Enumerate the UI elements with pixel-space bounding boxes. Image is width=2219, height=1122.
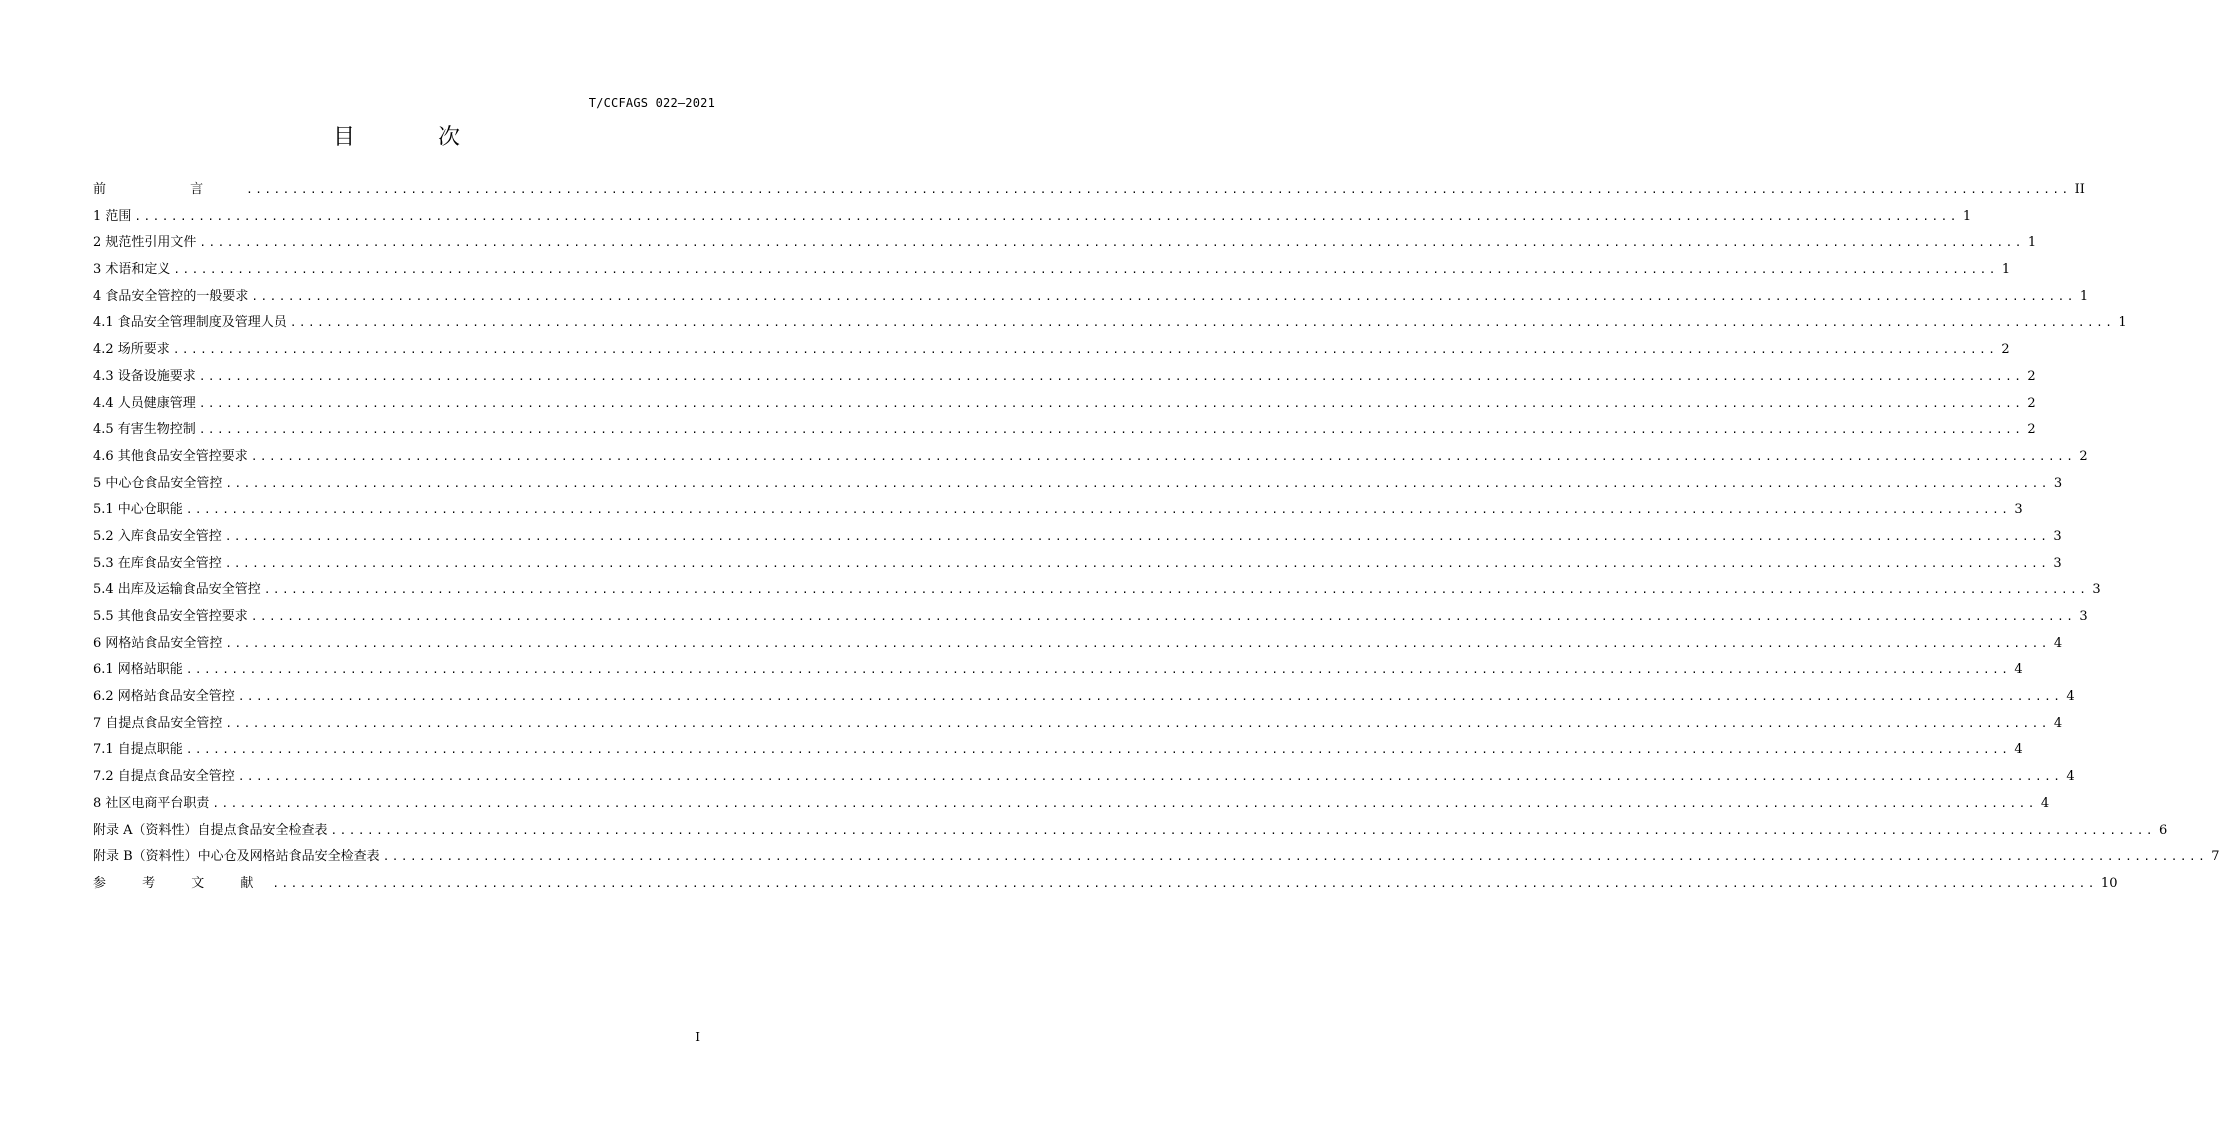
toc-entry-page: 2 — [2027, 395, 2036, 411]
toc-entry-label: 4.4 人员健康管理 — [93, 395, 196, 411]
toc-entry[interactable] — [93, 230, 2037, 257]
toc-entry-page: 4 — [2053, 635, 2063, 651]
toc-entry-bibliography[interactable] — [93, 871, 2118, 898]
toc-entry[interactable] — [93, 684, 2075, 711]
toc-entry[interactable] — [93, 391, 2036, 418]
toc-leader-dots: ........................................................................................................................................................................................................ — [225, 716, 2050, 730]
toc-entry-page: 4 — [2066, 769, 2075, 785]
toc-entry-foreword[interactable] — [93, 177, 2085, 204]
toc-leader-dots: ........................................................................................................................................................................................................ — [224, 529, 2050, 543]
table-of-contents — [93, 177, 2219, 898]
toc-entry-label: 5.3 在库食品安全管控 — [93, 555, 222, 571]
toc-entry-label: 附录 B（资料性）中心仓及网格站食品安全检查表 — [93, 849, 380, 865]
toc-leader-dots: ........................................................................................................................................................................................................ — [382, 850, 2208, 864]
toc-leader-dots: ........................................................................................................................................................................................................ — [185, 503, 2011, 517]
toc-entry-label: 5 中心仓食品安全管控 — [93, 475, 223, 491]
toc-leader-dots: ........................................................................................................................................................................................................ — [289, 316, 2115, 330]
toc-entry[interactable] — [93, 577, 2101, 604]
toc-leader-dots: ........................................................................................................................................................................................................ — [250, 610, 2076, 623]
toc-entry-label: 5.1 中心仓职能 — [93, 502, 183, 518]
toc-entry-label: 6.1 网格站职能 — [93, 662, 183, 678]
toc-entry[interactable] — [93, 764, 2075, 791]
toc-entry-page: 3 — [2053, 555, 2062, 571]
toc-entry-page: 3 — [2079, 609, 2088, 624]
toc-entry-page: 4 — [2066, 689, 2075, 705]
toc-leader-dots: ........................................................................................................................................................................................................ — [212, 796, 2037, 810]
toc-entry-label: 4.1 食品安全管理制度及管理人员 — [93, 315, 287, 331]
toc-entry-page: 2 — [2079, 448, 2088, 464]
toc-entry-label: 5.4 出库及运输食品安全管控 — [93, 582, 261, 598]
toc-entry-page: 3 — [2092, 582, 2101, 598]
toc-entry-label: 附录 A（资料性）自提点食品安全检查表 — [93, 822, 328, 838]
toc-entry-label: 5.2 入库食品安全管控 — [93, 528, 222, 544]
toc-leader-dots: ........................................................................................................................................................................................................ — [198, 369, 2024, 383]
toc-leader-dots: ........................................................................................................................................................................................................ — [199, 236, 2024, 250]
toc-entry-page: 2 — [2001, 342, 2010, 358]
toc-leader-dots: ........................................................................................................................................................................................................ — [225, 476, 2050, 490]
toc-entry[interactable] — [93, 657, 2023, 684]
toc-entry-page: 1 — [2001, 262, 2011, 278]
toc-entry-label: 前 言 — [93, 182, 244, 197]
toc-entry-label: 6.2 网格站食品安全管控 — [93, 689, 235, 705]
toc-entry[interactable] — [93, 497, 2023, 524]
toc-title: 目 次 — [333, 125, 498, 150]
toc-entry[interactable] — [93, 524, 2062, 551]
toc-entry-label: 4.6 其他食品安全管控要求 — [93, 448, 248, 464]
toc-leader-dots: ........................................................................................................................................................................................................ — [250, 449, 2076, 463]
toc-entry-page: 1 — [1962, 208, 1972, 224]
toc-entry-page: 1 — [2027, 235, 2037, 251]
toc-entry-page: 2 — [2027, 422, 2036, 438]
toc-entry-page: 1 — [2079, 288, 2089, 304]
toc-entry-label: 4.5 有害生物控制 — [93, 422, 196, 438]
toc-leader-dots: ........................................................................................................................................................................................................ — [185, 743, 2011, 757]
toc-entry[interactable] — [93, 737, 2023, 764]
toc-entry-label: 6 网格站食品安全管控 — [93, 635, 223, 651]
toc-entry-page: 4 — [2014, 742, 2023, 758]
toc-entry-page: 2 — [2027, 368, 2036, 384]
toc-entry-page: 7 — [2211, 849, 2219, 865]
toc-entry[interactable] — [93, 257, 2011, 284]
toc-leader-dots: ........................................................................................................................................................................................................ — [330, 823, 2156, 837]
toc-entry-page: II — [2074, 182, 2085, 197]
toc-entry[interactable] — [93, 417, 2036, 444]
toc-entry-page: 10 — [2100, 875, 2118, 891]
toc-entry[interactable] — [93, 791, 2050, 818]
toc-entry-label: 7.2 自提点食品安全管控 — [93, 769, 235, 785]
toc-entry-label: 5.5 其他食品安全管控要求 — [93, 609, 248, 624]
page-number: I — [695, 1030, 700, 1044]
toc-entry-label: 3 术语和定义 — [93, 262, 171, 278]
toc-entry-label: 参 考 文 献 — [93, 875, 270, 891]
toc-entry-appendix-a[interactable] — [93, 818, 2168, 845]
toc-entry[interactable] — [93, 711, 2063, 738]
toc-leader-dots: ........................................................................................................................................................................................................ — [263, 583, 2089, 597]
toc-leader-dots: ........................................................................................................................................................................................................ — [272, 876, 2097, 890]
toc-entry[interactable] — [93, 364, 2036, 391]
toc-entry[interactable] — [93, 444, 2088, 471]
document-code: T/CCFAGS 022—2021 — [588, 96, 715, 110]
toc-entry-page: 3 — [2053, 475, 2063, 491]
toc-leader-dots: ........................................................................................................................................................................................................ — [237, 770, 2063, 784]
toc-entry[interactable] — [93, 551, 2062, 578]
toc-entry-page: 6 — [2159, 822, 2168, 838]
toc-entry-label: 2 规范性引用文件 — [93, 235, 197, 251]
toc-leader-dots: ........................................................................................................................................................................................................ — [251, 289, 2076, 303]
toc-leader-dots: ........................................................................................................................................................................................................ — [198, 396, 2024, 410]
toc-leader-dots: ........................................................................................................................................................................................................ — [237, 690, 2063, 704]
toc-entry-label: 8 社区电商平台职责 — [93, 795, 210, 811]
toc-entry-label: 1 范围 — [93, 208, 132, 224]
toc-entry-appendix-b[interactable] — [93, 844, 2219, 871]
toc-entry-label: 7.1 自提点职能 — [93, 742, 183, 758]
toc-leader-dots: ........................................................................................................................................................................................................ — [246, 183, 2071, 196]
toc-entry-label: 7 自提点食品安全管控 — [93, 715, 223, 731]
toc-entry-page: 1 — [2118, 315, 2127, 331]
toc-entry-page: 4 — [2014, 662, 2023, 678]
toc-entry[interactable] — [93, 310, 2127, 337]
toc-entry[interactable] — [93, 471, 2063, 498]
toc-entry[interactable] — [93, 284, 2089, 311]
toc-entry[interactable] — [93, 337, 2010, 364]
toc-entry-page: 4 — [2053, 715, 2063, 731]
toc-leader-dots: ........................................................................................................................................................................................................ — [172, 343, 1998, 357]
toc-entry[interactable] — [93, 631, 2063, 658]
toc-leader-dots: ........................................................................................................................................................................................................ — [134, 209, 1959, 223]
toc-leader-dots: ........................................................................................................................................................................................................ — [185, 663, 2011, 677]
toc-entry[interactable] — [93, 204, 1972, 231]
toc-entry-page: 4 — [2040, 795, 2050, 811]
toc-entry-page: 3 — [2014, 502, 2023, 518]
toc-leader-dots: ........................................................................................................................................................................................................ — [173, 263, 1998, 277]
toc-leader-dots: ........................................................................................................................................................................................................ — [225, 636, 2050, 650]
toc-entry-page: 3 — [2053, 528, 2062, 544]
toc-entry-label: 4.2 场所要求 — [93, 342, 170, 358]
toc-entry-label: 4.3 设备设施要求 — [93, 368, 196, 384]
toc-entry-label: 4 食品安全管控的一般要求 — [93, 288, 249, 304]
toc-leader-dots: ........................................................................................................................................................................................................ — [198, 423, 2024, 437]
toc-entry[interactable] — [93, 604, 2088, 631]
toc-leader-dots: ........................................................................................................................................................................................................ — [224, 556, 2050, 570]
